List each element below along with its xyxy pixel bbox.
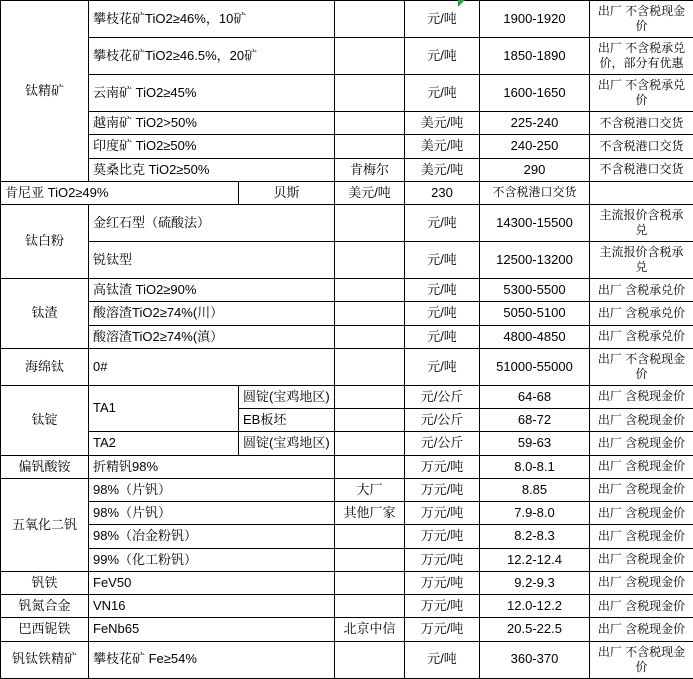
price-cell: 64-68 xyxy=(480,385,590,408)
note-cell: 出厂 不含税承兑价，部分有优惠 xyxy=(590,38,693,75)
price-cell: 240-250 xyxy=(480,135,590,158)
source-cell xyxy=(335,38,405,75)
unit-cell: 元/吨 xyxy=(405,75,480,112)
source-cell xyxy=(335,548,405,571)
price-cell: 290 xyxy=(480,158,590,181)
price-cell: 9.2-9.3 xyxy=(480,571,590,594)
note-cell: 主流报价含税承兑 xyxy=(590,242,693,279)
sub-spec-cell: 圆锭(宝鸡地区) xyxy=(239,432,335,455)
source-cell xyxy=(335,75,405,112)
spec-cell: 0# xyxy=(89,348,335,385)
table-row xyxy=(1,112,693,135)
price-cell: 20.5-22.5 xyxy=(480,618,590,641)
note-cell: 不含税港口交货 xyxy=(590,112,693,135)
unit-cell: 美元/吨 xyxy=(335,181,405,204)
table-row xyxy=(1,302,693,325)
unit-cell: 万元/吨 xyxy=(405,478,480,501)
spec-cell: 高钛渣 TiO2≥90% xyxy=(89,279,335,302)
price-cell: 5050-5100 xyxy=(480,302,590,325)
spec-cell: 酸溶渣TiO2≥74%(滇） xyxy=(89,325,335,348)
unit-cell: 美元/吨 xyxy=(405,112,480,135)
table-row xyxy=(1,279,693,302)
source-cell: 大厂 xyxy=(335,478,405,501)
source-cell xyxy=(335,1,405,38)
spec-cell: 98%（片钒） xyxy=(89,502,335,525)
source-cell xyxy=(335,112,405,135)
source-cell: 肯梅尔 xyxy=(335,158,405,181)
unit-cell: 万元/吨 xyxy=(405,455,480,478)
unit-cell: 元/吨 xyxy=(405,302,480,325)
price-cell: 4800-4850 xyxy=(480,325,590,348)
note-cell: 出厂 含税现金价 xyxy=(590,571,693,594)
spec-cell: 云南矿 TiO2≥45% xyxy=(89,75,335,112)
unit-cell: 美元/吨 xyxy=(405,135,480,158)
unit-cell: 万元/吨 xyxy=(405,548,480,571)
note-cell: 出厂 含税现金价 xyxy=(590,432,693,455)
spec-cell: 折精钒98% xyxy=(89,455,335,478)
unit-cell: 元/吨 xyxy=(405,38,480,75)
spec-cell: FeNb65 xyxy=(89,618,335,641)
price-cell: 8.85 xyxy=(480,478,590,501)
category-cell: 海绵钛 xyxy=(1,348,89,385)
note-cell: 出厂 含税现金价 xyxy=(590,595,693,618)
sub-spec-cell: 圆锭(宝鸡地区) xyxy=(239,385,335,408)
price-cell: 8.2-8.3 xyxy=(480,525,590,548)
unit-cell: 元/吨 xyxy=(405,641,480,678)
note-cell: 出厂 含税现金价 xyxy=(590,502,693,525)
unit-cell: 万元/吨 xyxy=(405,571,480,594)
price-cell: 12500-13200 xyxy=(480,242,590,279)
category-cell: 钒钛铁精矿 xyxy=(1,641,89,678)
unit-cell: 元/吨 xyxy=(405,205,480,242)
category-cell: 巴西铌铁 xyxy=(1,618,89,641)
table-row xyxy=(1,75,693,112)
unit-cell: 万元/吨 xyxy=(405,502,480,525)
price-cell: 230 xyxy=(405,181,480,204)
note-cell: 不含税港口交货 xyxy=(480,181,590,204)
note-cell: 出厂 含税现金价 xyxy=(590,618,693,641)
unit-cell: 元/吨 xyxy=(405,242,480,279)
table-row xyxy=(1,455,693,478)
spec-cell: 攀枝花矿TiO2≥46%，10矿 xyxy=(89,1,335,38)
price-cell: 51000-55000 xyxy=(480,348,590,385)
spec-cell: 酸溶渣TiO2≥74%(川） xyxy=(89,302,335,325)
unit-cell: 美元/吨 xyxy=(405,158,480,181)
spec-cell: 金红石型（硫酸法） xyxy=(89,205,335,242)
table-row xyxy=(1,205,693,242)
price-cell: 5300-5500 xyxy=(480,279,590,302)
price-cell: 1850-1890 xyxy=(480,38,590,75)
table-row xyxy=(1,502,693,525)
source-cell xyxy=(335,571,405,594)
unit-cell: 元/吨 xyxy=(405,1,480,38)
price-cell: 14300-15500 xyxy=(480,205,590,242)
sub-spec-cell: EB板坯 xyxy=(239,409,335,432)
table-row xyxy=(1,181,693,204)
source-cell xyxy=(335,641,405,678)
note-cell: 出厂 含税承兑价 xyxy=(590,302,693,325)
price-cell: 7.9-8.0 xyxy=(480,502,590,525)
unit-cell: 万元/吨 xyxy=(405,525,480,548)
price-cell: 225-240 xyxy=(480,112,590,135)
price-cell: 8.0-8.1 xyxy=(480,455,590,478)
table-row xyxy=(1,432,693,455)
price-cell: 12.0-12.2 xyxy=(480,595,590,618)
spec-cell: 攀枝花矿 Fe≥54% xyxy=(89,641,335,678)
unit-cell: 元/吨 xyxy=(405,279,480,302)
note-cell: 出厂 含税承兑价 xyxy=(590,279,693,302)
spec-cell: TA1 xyxy=(89,385,239,432)
source-cell xyxy=(335,242,405,279)
price-cell: 59-63 xyxy=(480,432,590,455)
source-cell xyxy=(335,325,405,348)
spec-cell: TA2 xyxy=(89,432,239,455)
table-row xyxy=(1,571,693,594)
spec-cell: 98%（冶金粉钒） xyxy=(89,525,335,548)
table-row xyxy=(1,1,693,38)
source-cell: 贝斯 xyxy=(239,181,335,204)
price-cell: 68-72 xyxy=(480,409,590,432)
green-accent-marker xyxy=(458,0,465,7)
note-cell: 出厂 含税现金价 xyxy=(590,409,693,432)
source-cell xyxy=(335,385,405,408)
spec-cell: 肯尼亚 TiO2≥49% xyxy=(1,181,239,204)
category-cell: 钛白粉 xyxy=(1,205,89,279)
table-row xyxy=(1,478,693,501)
source-cell xyxy=(335,135,405,158)
category-cell: 钛精矿 xyxy=(1,1,89,182)
note-cell: 出厂 含税现金价 xyxy=(590,385,693,408)
note-cell: 出厂 含税现金价 xyxy=(590,525,693,548)
spec-cell: 越南矿 TiO2>50% xyxy=(89,112,335,135)
category-cell: 钛锭 xyxy=(1,385,89,455)
table-row xyxy=(1,348,693,385)
table-row xyxy=(1,325,693,348)
note-cell: 出厂 含税承兑价 xyxy=(590,325,693,348)
source-cell xyxy=(335,279,405,302)
price-cell: 12.2-12.4 xyxy=(480,548,590,571)
table-row xyxy=(1,595,693,618)
source-cell xyxy=(335,525,405,548)
note-cell: 主流报价含税承兑 xyxy=(590,205,693,242)
category-cell: 钛渣 xyxy=(1,279,89,349)
source-cell xyxy=(335,455,405,478)
source-cell xyxy=(335,409,405,432)
note-cell: 出厂 不含税承兑价 xyxy=(590,75,693,112)
table-row xyxy=(1,135,693,158)
price-cell: 360-370 xyxy=(480,641,590,678)
note-cell: 出厂 含税现金价 xyxy=(590,478,693,501)
table-row xyxy=(1,548,693,571)
source-cell xyxy=(335,595,405,618)
table-row xyxy=(1,618,693,641)
table-row xyxy=(1,385,693,408)
note-cell: 不含税港口交货 xyxy=(590,158,693,181)
note-cell: 不含税港口交货 xyxy=(590,135,693,158)
source-cell xyxy=(335,205,405,242)
spec-cell: FeV50 xyxy=(89,571,335,594)
unit-cell: 元/吨 xyxy=(405,348,480,385)
unit-cell: 元/公斤 xyxy=(405,432,480,455)
unit-cell: 元/吨 xyxy=(405,325,480,348)
note-cell: 出厂 含税现金价 xyxy=(590,455,693,478)
category-cell: 偏钒酸铵 xyxy=(1,455,89,478)
spec-cell: VN16 xyxy=(89,595,335,618)
table-row xyxy=(1,158,693,181)
spec-cell: 99%（化工粉钒） xyxy=(89,548,335,571)
table-row xyxy=(1,641,693,678)
unit-cell: 万元/吨 xyxy=(405,595,480,618)
source-cell xyxy=(335,302,405,325)
table-row xyxy=(1,242,693,279)
spec-cell: 印度矿 TiO2≥50% xyxy=(89,135,335,158)
unit-cell: 元/公斤 xyxy=(405,409,480,432)
table-row xyxy=(1,525,693,548)
source-cell xyxy=(335,432,405,455)
price-table-body xyxy=(1,1,693,679)
category-cell: 钒铁 xyxy=(1,571,89,594)
category-cell: 钒氮合金 xyxy=(1,595,89,618)
spec-cell: 98%（片钒） xyxy=(89,478,335,501)
note-cell: 出厂 含税现金价 xyxy=(590,548,693,571)
note-cell: 出厂 不含税现金价 xyxy=(590,641,693,678)
price-cell: 1900-1920 xyxy=(480,1,590,38)
note-cell: 出厂 不含税现金价 xyxy=(590,348,693,385)
source-cell: 北京中信 xyxy=(335,618,405,641)
spec-cell: 莫桑比克 TiO2≥50% xyxy=(89,158,335,181)
spec-cell: 锐钛型 xyxy=(89,242,335,279)
source-cell xyxy=(335,348,405,385)
unit-cell: 万元/吨 xyxy=(405,618,480,641)
table-row xyxy=(1,38,693,75)
source-cell: 其他厂家 xyxy=(335,502,405,525)
note-cell: 出厂 不含税现金价 xyxy=(590,1,693,38)
spec-cell: 攀枝花矿TiO2≥46.5%，20矿 xyxy=(89,38,335,75)
unit-cell: 元/公斤 xyxy=(405,385,480,408)
price-cell: 1600-1650 xyxy=(480,75,590,112)
category-cell: 五氧化二钒 xyxy=(1,478,89,571)
